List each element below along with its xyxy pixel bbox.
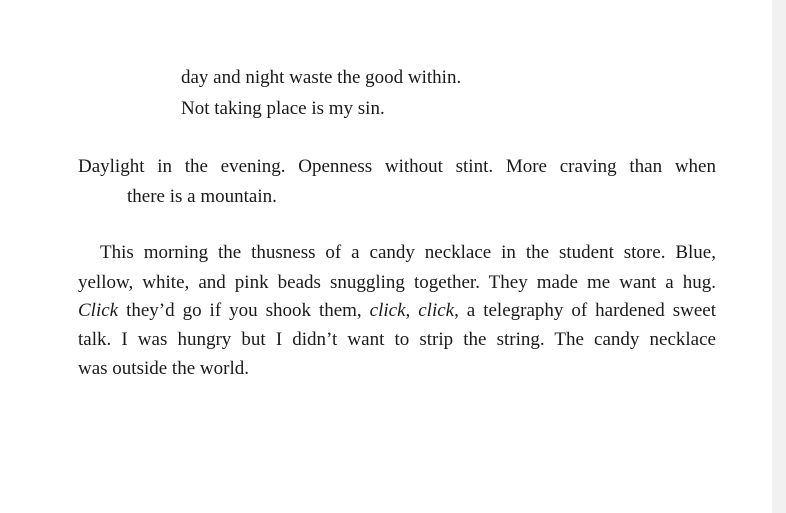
paragraph-1-line-2: there is a mountain. — [127, 186, 277, 207]
paragraph-2-line-2: yellow, white, and pink beads snuggling together. They made me want a hug. — [78, 272, 716, 293]
line-3-text-1: they’d go if you shook them, — [118, 300, 370, 321]
stanza-line-2: Not taking place is my sin. — [181, 98, 385, 119]
italic-click-2: click — [369, 300, 406, 321]
paragraph-1-line-1: Daylight in the evening. Openness without stint. More craving than when — [78, 156, 716, 177]
line-3-text-3: , a telegraphy of hardened sweet — [454, 300, 717, 321]
paragraph-2-line-4: talk. I was hungry but I didn’t want to strip the string. The candy necklace — [78, 329, 716, 350]
page-edge-shadow — [772, 0, 786, 513]
line-3-text-2: , — [405, 300, 419, 321]
paragraph-2-line-5: was outside the world. — [78, 358, 249, 379]
italic-click-3: click — [418, 300, 455, 321]
stanza-line-1: day and night waste the good within. — [181, 67, 462, 88]
paragraph-2-line-1: This morning the thusness of a candy necklace in the student store. Blue, — [100, 242, 716, 263]
paragraph-2-line-3 — [78, 299, 716, 323]
italic-click-1: Click — [78, 300, 119, 321]
